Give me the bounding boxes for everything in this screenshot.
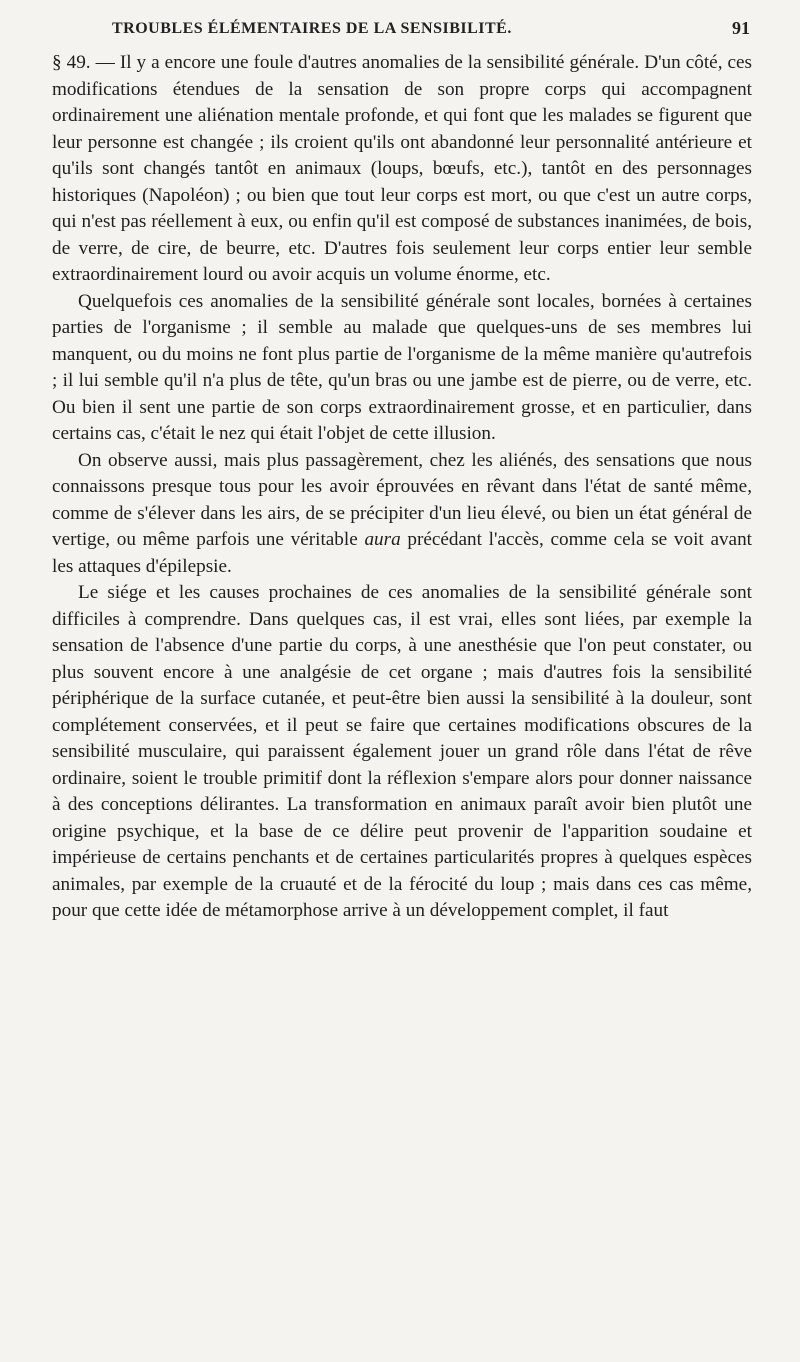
book-page (52, 20, 752, 1350)
paragraph-3-text-before: On observe aussi, mais plus passagèrement, chez les aliénés, des sensations que nous connaissons presque tous pour les avoir éprouvées en rêvant dans l'état de santé même, comme de s'élever dans les airs, de se précipiter d'un lieu élevé, ou bien un état général de vertige, ou même parfois une véritable (52, 449, 752, 550)
body-text (52, 50, 752, 925)
running-head (52, 20, 752, 46)
paragraph-2-text: Quelquefois ces anomalies de la sensibilité générale sont locales, bornées à certaines parties de l'organisme ; il semble au malade que quelques-uns de ses membres lui manquent, ou du moins ne font plus partie de l'organisme de la même manière qu'autrefois ; il lui semble qu'il n'a plus de tête, qu'un bras ou une jambe est de pierre, ou de verre, etc. Ou bien il sent une partie de son corps extraordinairement grosse, et en particulier, dans certains cas, c'était le nez qui était l'objet de cette illusion. (52, 290, 752, 444)
page-number: 91 (732, 18, 750, 38)
section-number: § 49. — (52, 52, 115, 73)
paragraph-2 (52, 289, 752, 448)
paragraph-1-text: Il y a encore une foule d'autres anomalies de la sensibilité générale. D'un côté, ces modifications étendues de la sensation de son propre corps qui accompagnent ordinairement une aliénation mentale profonde, et qui font que les malades se figurent que leur personne est changée ; ils croient qu'ils ont abandonné leur personnalité antérieure et qu'ils sont changés tantôt en animaux (loups, bœufs, etc.), tantôt en des personnages historiques (Napoléon) ; ou bien que tout leur corps est mort, ou que c'est un autre corps, qui n'est pas réellement à eux, ou enfin qu'il est composé de substances inanimées, de bois, de verre, de cire, de beurre, etc. D'autres fois seulement leur corps entier leur semble extraordinairement lourd ou avoir acquis un volume énorme, etc. (52, 52, 753, 285)
running-title: TROUBLES ÉLÉMENTAIRES DE LA SENSIBILITÉ. (112, 20, 512, 37)
paragraph-3-emphasis: aura (364, 529, 401, 550)
paragraph-1 (52, 50, 752, 289)
paragraph-4-text: Le siége et les causes prochaines de ces anomalies de la sensibilité générale sont difficiles à comprendre. Dans quelques cas, il est vrai, elles sont liées, par exemple la sensation de l'absence d'une partie du corps, à une anesthésie que l'on peut constater, ou plus souvent encore à une analgésie de cet organe ; mais d'autres fois la sensibilité périphérique de la surface cutanée, et peut-être bien aussi la sensibilité à la douleur, sont complétement conservées, et il peut se faire que certaines modifications obscures de la sensibilité musculaire, qui paraissent également jouer un grand rôle dans l'état de rêve ordinaire, soient le trouble primitif dont la réflexion s'empare alors pour donner naissance à des conceptions délirantes. La transformation en animaux paraît avoir bien plutôt une origine psychique, et la base de ce délire peut provenir de l'apparition soudaine et impérieuse de certains penchants et de certaines particularités propres à quelques espèces animales, par exemple de la cruauté et de la férocité du loup ; mais dans ces cas même, pour que cette idée de métamorphose arrive à un développement complet, il faut (52, 582, 752, 921)
paragraph-3 (52, 448, 752, 581)
paragraph-3-text-after: précédant l'accès, comme cela se voit avant les attaques d'épilepsie. (52, 529, 752, 577)
paragraph-4 (52, 580, 752, 925)
